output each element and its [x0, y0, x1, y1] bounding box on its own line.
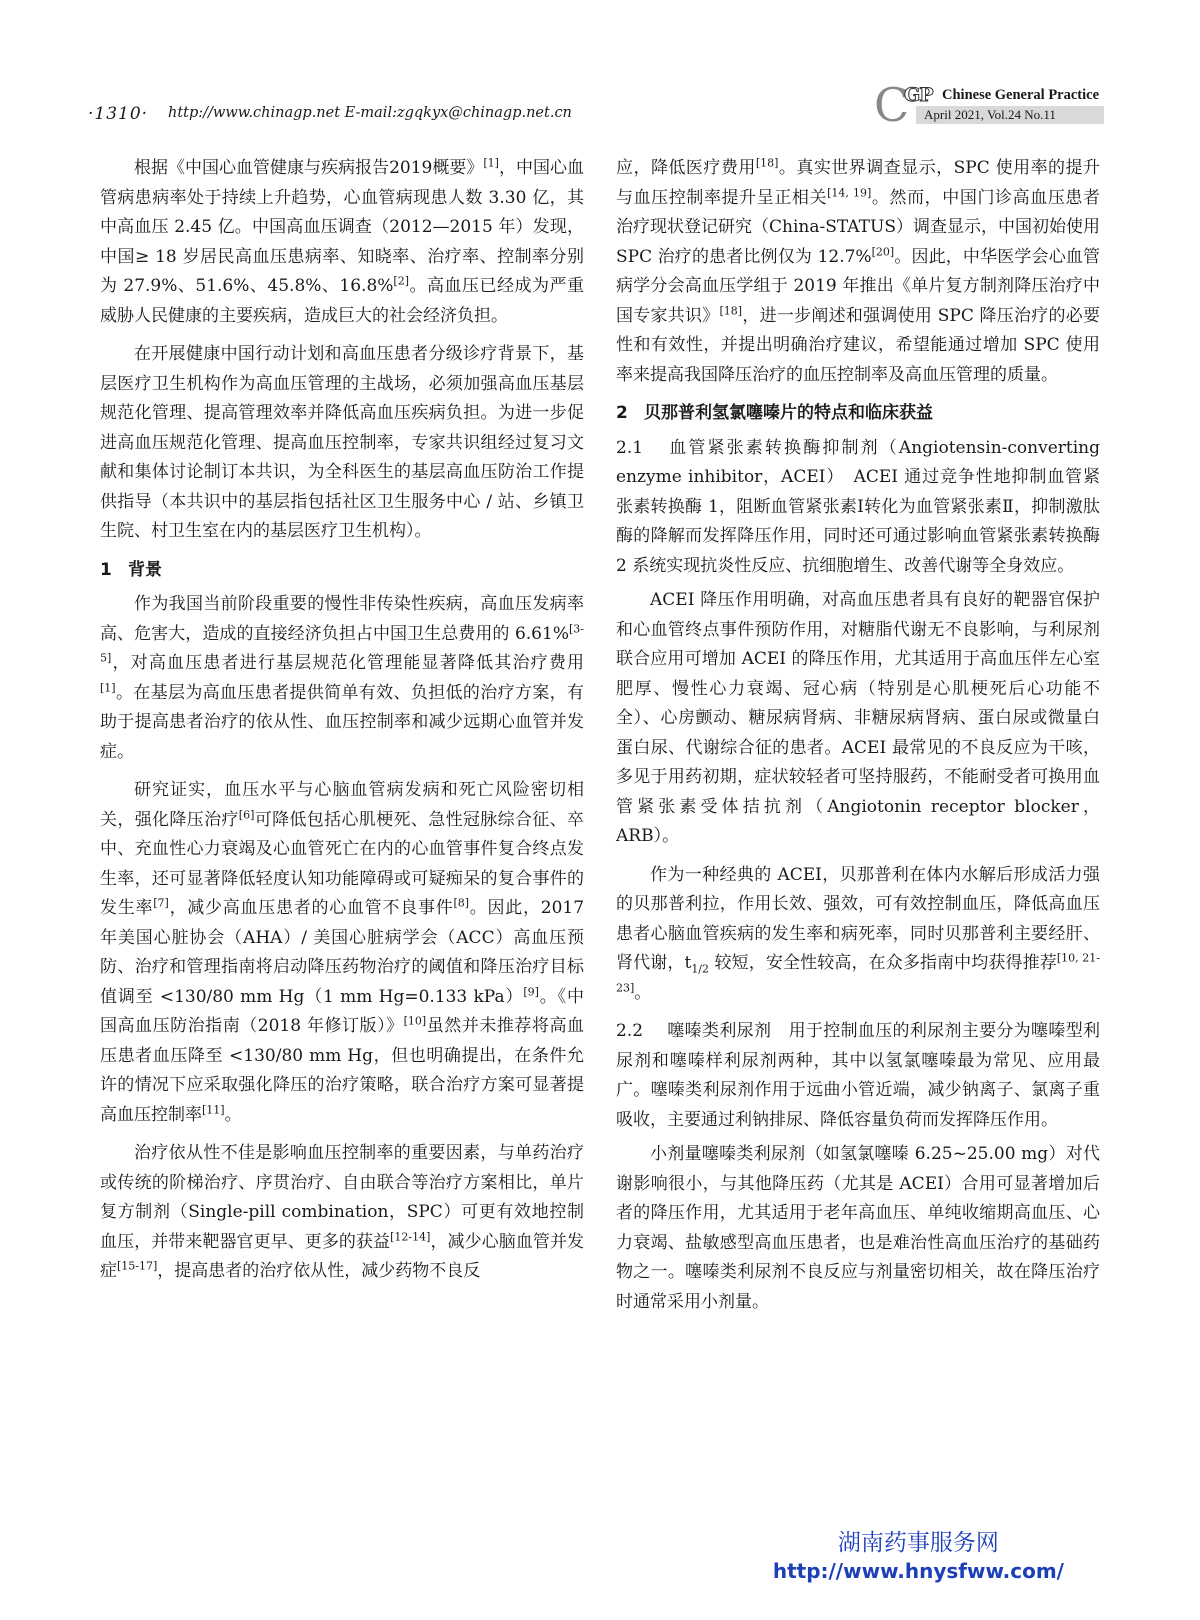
journal-masthead [874, 78, 1104, 132]
citation[interactable]: [10, 21-23] [616, 951, 1101, 994]
paragraph: 在开展健康中国行动计划和高血压患者分级诊疗背景下，基层医疗卫生机构作为高血压管理的主战场，必须加强高血压基层规范化管理、提高管理效率并降低高血压疾病负担。为进一步促进高血压规范化管理、提高血压控制率，专家共识组经过复习文献和集体讨论制订本共识，为全科医生的基层高血压防治工作提供指导（本共识中的基层指包括社区卫生服务中心 / 站、乡镇卫生院、村卫生室在内的基层医疗卫生机构）。 [100, 344, 584, 541]
paragraph: 治疗依从性不佳是影响血压控制率的重要因素，与单药治疗或传统的阶梯治疗、序贯治疗、自由联合等治疗方案相比，单片复方制剂（Single-pill combination，SPC）可更有效地控制血压，并带来靶器官更早、更多的获益[12-14]，减少心脑血管并发症[15-17]，提高患者的治疗依从性，减少药物不良反 [100, 1143, 585, 1281]
section-heading-background: 1 背景 [100, 559, 162, 580]
paragraph: 小剂量噻嗪类利尿剂（如氢氯噻嗪 6.25~25.00 mg）对代谢影响很小，与其他降压药（尤其是 ACEI）合用可显著增加后者的降压作用，尤其适用于老年高血压、单纯收缩期高血压、心力衰竭、盐敏感型高血压患者，也是难治性高血压治疗的基础药物之一。噻嗪类利尿剂不良反应与剂量密切相关，故在降压治疗时通常采用小剂量。 [616, 1144, 1100, 1312]
citation[interactable]: [18] [719, 303, 743, 317]
citation[interactable]: [6] [238, 807, 255, 821]
citation[interactable]: [7] [153, 896, 169, 910]
paragraph: 作为一种经典的 ACEI，贝那普利在体内水解后形成活力强的贝那普利拉，作用长效、强效，可有效控制血压，降低高血压患者心脑血管疾病的发生率和病死率，同时贝那普利主要经肝、肾代谢，$t_{1/2}$ 较短，安全性较高，在众多指南中均获得推荐[10, 21-23]。 [616, 864, 1101, 1003]
page-number: ·1310· [88, 104, 149, 124]
subsection-thiazide: 2.2 噻嗪类利尿剂 用于控制血压的利尿剂主要分为噻嗪型利尿剂和噻嗪样利尿剂两种，其中以氢氯噻嗪最为常见、应用最广。噻嗪类利尿剂作用于远曲小管近端，减少钠离子、氯离子重吸收，主要通过利钠排尿、降低容量负荷而发挥降压作用。 [616, 1021, 1101, 1130]
citation[interactable]: [14, 19] [827, 185, 872, 199]
citation[interactable]: [1] [100, 680, 116, 694]
journal-contact[interactable]: http://www.chinagp.net E-mail:zgqkyx@chinagp.net.cn [168, 105, 572, 121]
citation[interactable]: [12-14] [390, 1229, 431, 1243]
journal-issue: April 2021, Vol.24 No.11 [916, 106, 1104, 124]
citation[interactable]: [11] [202, 1102, 225, 1116]
watermark-site-name: 湖南药事服务网 [837, 1530, 999, 1556]
page-header [88, 78, 1104, 132]
paragraph: 研究证实，血压水平与心脑血管病发病和死亡风险密切相关，强化降压治疗[6]可降低包括心肌梗死、急性冠脉综合征、卒中、充血性心力衰竭及心血管死亡在内的心血管事件复合终点发生率，还可显著降低轻度认知功能障碍或可疑痴呆的复合事件的发生率[7]，减少高血压患者的心血管不良事件[8]。因此，2017 年美国心脏协会（AHA）/ 美国心脏病学会（ACC）高血压预防、治疗和管理指南将启动降压药物治疗的阈值和降压治疗目标值调至 <130/80 mm Hg（1 mm Hg=0.133 kPa）[9]。《中国高血压防治指南（2018 年修订版）》[10]虽然并未推荐将高血压患者血压降至 <130/80 mm Hg，但也明确提出，在条件允许的情况下应采取强化降压的治疗策略，联合治疗方案可显著提高血压控制率[11]。 [100, 780, 585, 1125]
right-column [616, 154, 1100, 1326]
left-column [100, 154, 584, 1296]
paragraph: 作为我国当前阶段重要的慢性非传染性疾病，高血压发病率高、危害大，造成的直接经济负担占中国卫生总费用的 6.61%[3-5]，对高血压患者进行基层规范化管理能显著降低其治疗费用[1]。在基层为高血压患者提供简单有效、负担低的治疗方案，有助于提高患者治疗的依从性、血压控制率和减少远期心血管并发症。 [100, 594, 584, 762]
site-watermark [773, 1528, 1064, 1584]
citation[interactable]: [8] [453, 896, 470, 910]
journal-logo-gp: GP [904, 84, 933, 106]
citation[interactable]: [15-17] [117, 1259, 158, 1273]
paragraph: 应，降低医疗费用[18]。真实世界调查显示，SPC 使用率的提升与血压控制率提升呈正相关[14, 19]。然而，中国门诊高血压患者治疗现状登记研究（China-STATUS）调查显示，中国初始使用 SPC 治疗的患者比例仅为 12.7%[20]。因此，中华医学会心血管病学分会高血压学组于 2019 年推出《单片复方制剂降压治疗中国专家共识》[18]，进一步阐述和强调使用 SPC 降压治疗的必要性和有效性，并提出明确治疗建议，希望能通过增加 SPC 使用率来提高我国降压治疗的血压控制率及高血压管理的质量。 [616, 156, 1101, 385]
paragraph: ACEI 降压作用明确，对高血压患者具有良好的靶器官保护和心血管终点事件预防作用，对糖脂代谢无不良影响，与利尿剂联合应用可增加 ACEI 的降压作用，尤其适用于高血压伴左心室肥厚、慢性心力衰竭、冠心病（特别是心肌梗死后心功能不全）、心房颤动、糖尿病肾病、非糖尿病肾病、蛋白尿或微量白蛋白尿、代谢综合征的患者。ACEI 最常见的不良反应为干咳，多见于用药初期，症状较轻者可坚持服药，不能耐受者可换用血管紧张素受体拮抗剂（Angiotonin receptor blocker，ARB）。 [616, 590, 1100, 846]
watermark-url[interactable]: http://www.hnysfww.com/ [772, 1559, 1064, 1583]
journal-name: Chinese General Practice [942, 87, 1100, 103]
citation[interactable]: [3-5] [100, 621, 584, 665]
citation[interactable]: [20] [871, 244, 895, 258]
subsection-acei: 2.1 血管紧张素转换酶抑制剂（Angiotensin-converting enzyme inhibitor，ACEI） ACEI 通过竞争性地抑制血管紧张素转换酶 1，阻断血管紧张素Ⅰ转化为血管紧张素Ⅱ，抑制激肽酶的降解而发挥降压作用，同时还可通过影响血管紧张素转换酶 2 系统实现抗炎性反应、抗细胞增生、改善代谢等全身效应。 [616, 437, 1101, 576]
section-heading-benazepril: 2 贝那普利氢氯噻嗪片的特点和临床获益 [616, 403, 933, 423]
citation[interactable]: [2] [393, 274, 410, 288]
citation[interactable]: [10] [403, 1014, 427, 1028]
citation[interactable]: [18] [755, 156, 779, 170]
paragraph: 根据《中国心血管健康与疾病报告2019概要》[1]，中国心血管病患病率处于持续上升趋势，心血管病现患人数 3.30 亿，其中高血压 2.45 亿。中国高血压调查（2012—2015 年）发现，中国≥ 18 岁居民高血压患病率、知晓率、治疗率、控制率分别为 27.9%、51.6%、45.8%、16.8%[2]。高血压已经成为严重威胁人民健康的主要疾病，造成巨大的社会经济负担。 [100, 156, 584, 326]
citation[interactable]: [1] [483, 156, 499, 170]
journal-logo-c: C [874, 78, 910, 132]
citation[interactable]: [9] [523, 984, 539, 998]
